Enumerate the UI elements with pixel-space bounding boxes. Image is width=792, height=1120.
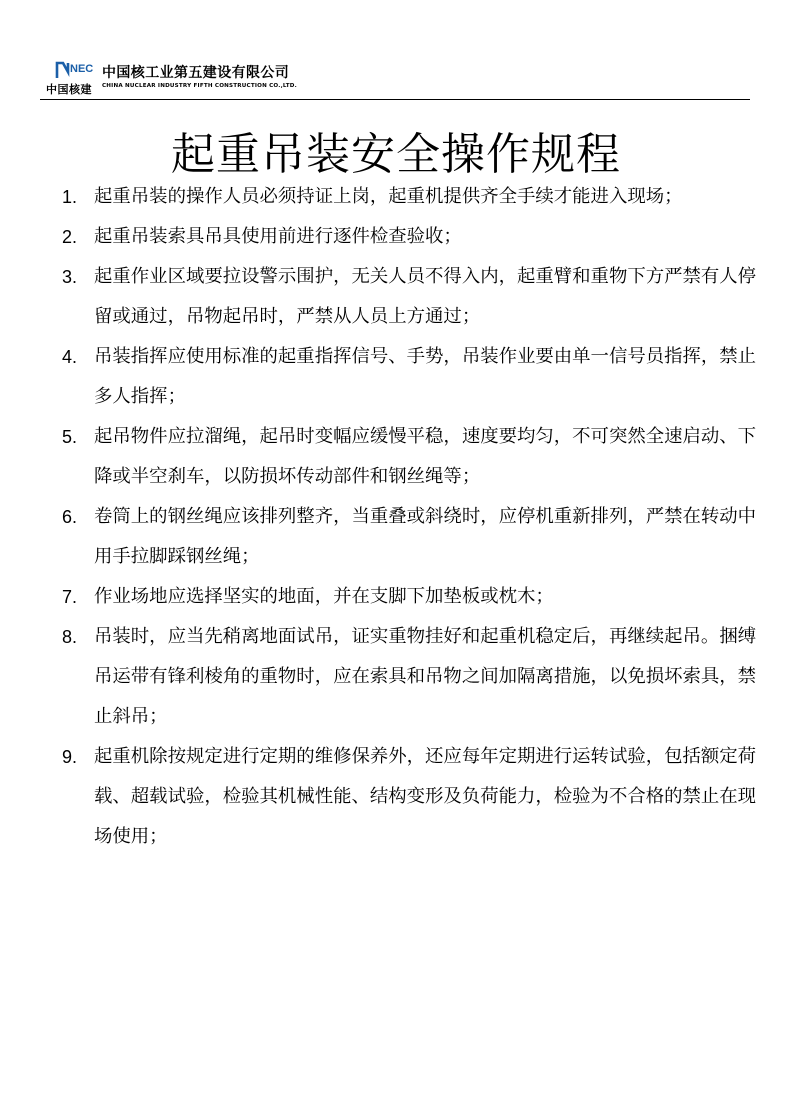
- rule-text: 作业场地应选择坚实的地面，并在支脚下加垫板或枕木；: [94, 586, 554, 607]
- rule-item: [60, 257, 760, 337]
- logo-short-name: 中国核建: [46, 83, 92, 96]
- rule-item: [60, 617, 760, 737]
- rule-number: 7.: [62, 587, 78, 607]
- rule-number: 6.: [62, 507, 78, 527]
- rule-number: 3.: [62, 267, 78, 287]
- rule-text: 卷筒上的钢丝绳应该排列整齐，当重叠或斜绕时，应停机重新排列，严禁在转动中用手拉脚踩钢丝绳；: [94, 506, 757, 567]
- rule-number: 1.: [62, 187, 78, 207]
- rule-text: 起重机除按规定进行定期的维修保养外，还应每年定期进行运转试验，包括额定荷载、超载试验，检验其机械性能、结构变形及负荷能力，检验为不合格的禁止在现场使用；: [94, 746, 757, 847]
- rule-text: 起重吊装索具吊具使用前进行逐件检查验收；: [94, 226, 462, 247]
- rule-item: [60, 577, 760, 617]
- rule-number: 4.: [62, 347, 78, 367]
- rule-text: 起吊物件应拉溜绳，起吊时变幅应缓慢平稳，速度要均匀，不可突然全速启动、下降或半空刹车，以防损坏传动部件和钢丝绳等；: [94, 426, 757, 487]
- rule-item: [60, 737, 760, 857]
- rule-number: 5.: [62, 427, 78, 447]
- company-name-cn: 中国核工业第五建设有限公司: [102, 65, 290, 81]
- rule-text: 起重作业区域要拉设警示围护，无关人员不得入内，起重臂和重物下方严禁有人停留或通过，吊物起吊时，严禁从人员上方通过；: [94, 266, 757, 327]
- company-name-en: CHINA NUCLEAR INDUSTRY FIFTH CONSTRUCTION CO.,LTD.: [102, 83, 297, 89]
- rule-text: 起重吊装的操作人员必须持证上岗，起重机提供齐全手续才能进入现场；: [94, 186, 683, 207]
- rule-number: 8.: [62, 627, 78, 647]
- letterhead: [40, 58, 750, 102]
- rule-text: 吊装指挥应使用标准的起重指挥信号、手势，吊装作业要由单一信号员指挥，禁止多人指挥；: [94, 346, 757, 407]
- rule-text: 吊装时，应当先稍离地面试吊，证实重物挂好和起重机稳定后，再继续起吊。捆缚吊运带有锋利棱角的重物时，应在索具和吊物之间加隔离措施，以免损坏索具，禁止斜吊；: [94, 626, 757, 727]
- company-logo: [54, 58, 94, 82]
- rules-list: [60, 177, 760, 857]
- rule-item: [60, 177, 760, 217]
- logo-mark-text: NEC: [70, 63, 94, 75]
- rule-number: 2.: [62, 227, 78, 247]
- rule-item: [60, 417, 760, 497]
- document-title: 起重吊装安全操作规程: [171, 129, 621, 180]
- rule-item: [60, 217, 760, 257]
- nec-logo-icon: [54, 58, 94, 82]
- rule-item: [60, 497, 760, 577]
- rule-item: [60, 337, 760, 417]
- header-divider: [40, 99, 750, 100]
- rule-number: 9.: [62, 747, 78, 767]
